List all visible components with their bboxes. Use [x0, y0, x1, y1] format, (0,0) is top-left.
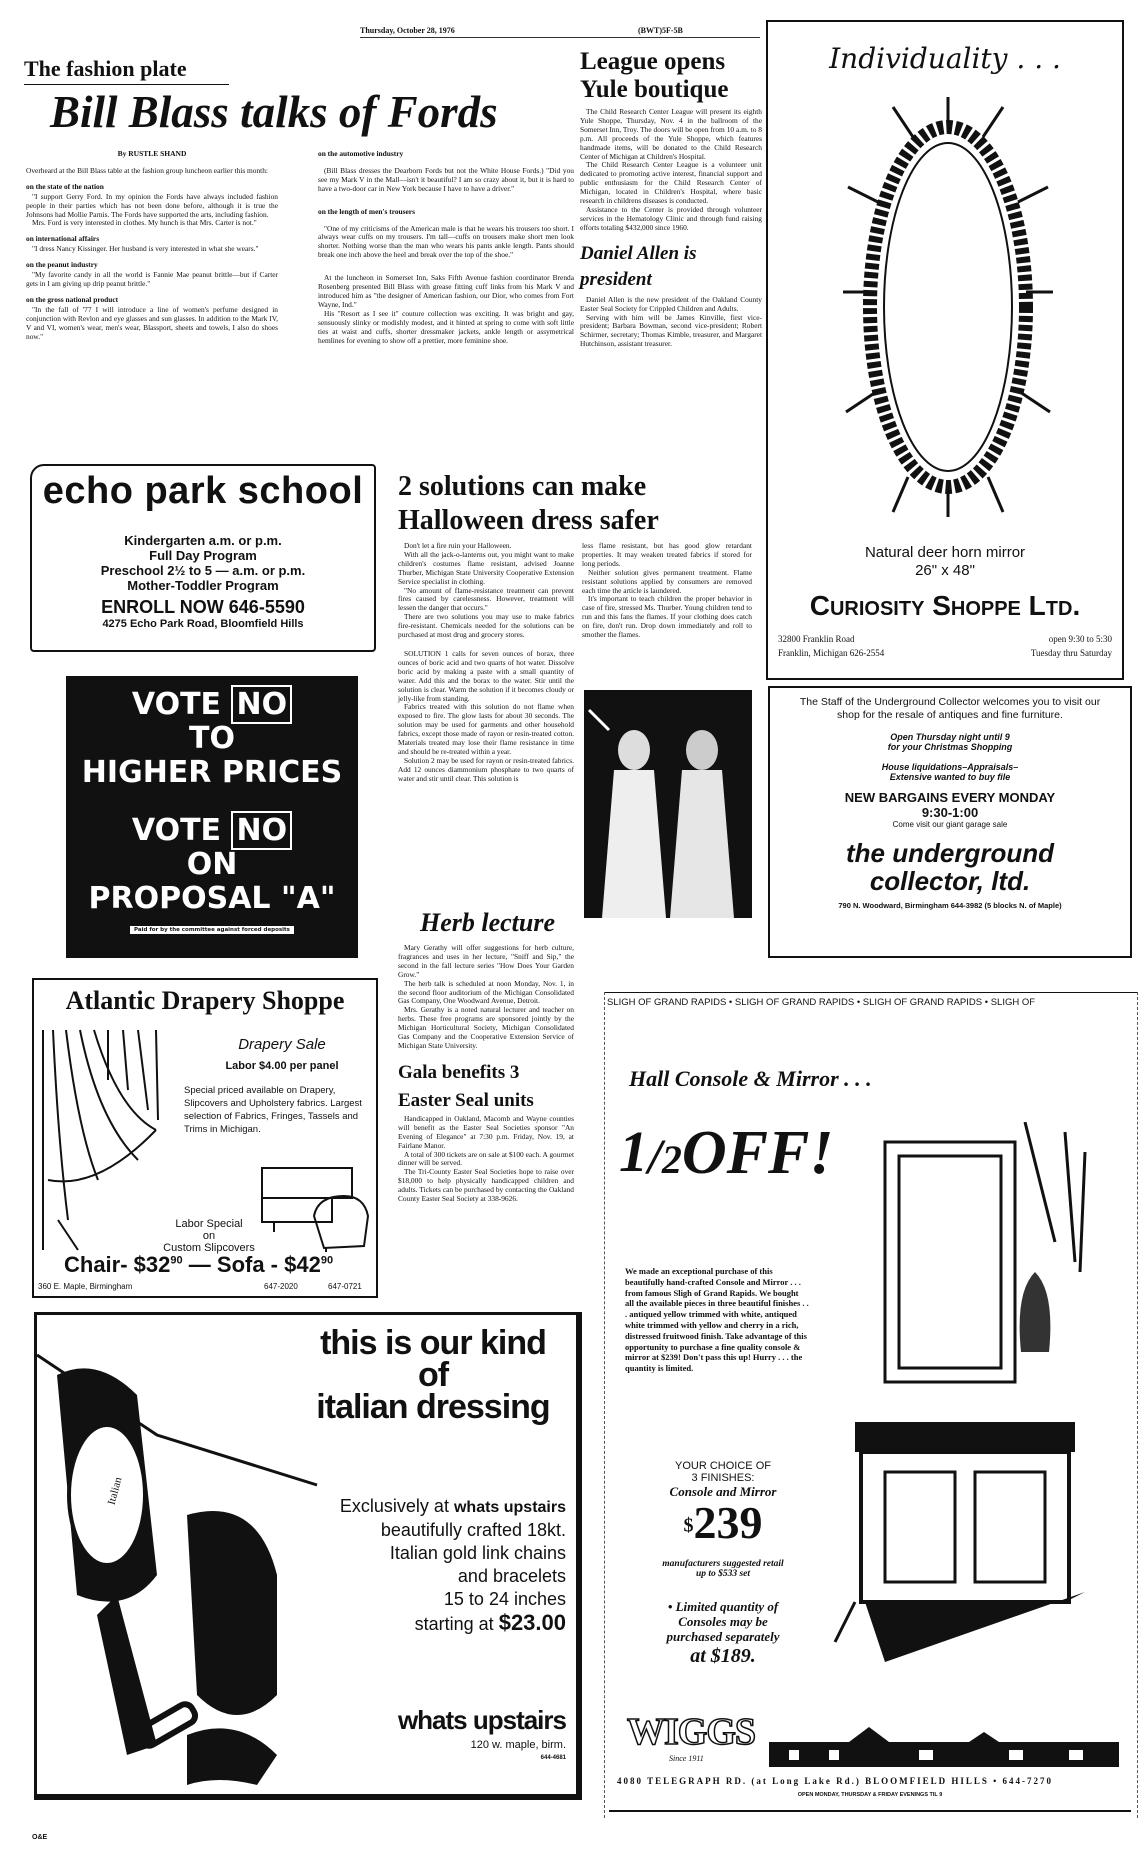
limited-line-3: purchased separately: [666, 1629, 780, 1644]
on-text: ON: [186, 847, 238, 882]
subhead: on international affairs: [26, 234, 100, 244]
drapery-address: 360 E. Maple, Birmingham: [38, 1282, 133, 1291]
enroll-phone: ENROLL NOW 646-5590: [101, 597, 305, 617]
paid-by-notice: Paid for by the committee against forced deposits: [130, 926, 294, 934]
paragraph: The Child Research Center League is a volunteer unit dedicated to promoting active interest, financial support and public enthusiasm for the Child Research Center of Michigan, located in Children's Hospital, where basic research in childrens diseases is conducted.: [580, 160, 762, 206]
drapery-store-name: Atlantic Drapery Shoppe: [65, 986, 345, 1015]
fashion-headline: Bill Blass talks of Fords: [50, 87, 498, 137]
league-headline: League opens Yule boutique: [580, 48, 729, 103]
chair-price: Chair- $32: [64, 1252, 171, 1277]
custom-slipcovers: Custom Slipcovers: [163, 1242, 255, 1254]
fashion-col-1: [26, 150, 278, 341]
mirror-caption: Natural deer horn mirror: [864, 544, 1026, 561]
brand-logo: whats upstairs: [397, 1705, 566, 1735]
school-address: 4275 Echo Park Road, Bloomfield Hills: [102, 618, 304, 630]
brand-inline: whats upstairs: [453, 1499, 566, 1516]
store-hours-2: Tuesday thru Saturday: [1030, 648, 1112, 658]
underground-collector-ad: [768, 686, 1132, 958]
half-off: 1/2OFF!: [619, 1119, 834, 1187]
paragraph: Mary Gerathy will offer suggestions for herb culture, fragrances and uses in her lecture, "Sniff and Sip," the second in the fall lecture series "How Does Your Garden Grow.": [398, 943, 574, 979]
vote-no-ad: [66, 676, 358, 958]
special-text: Special priced available on Drapery, Slipcovers and Upholstery fabrics. Largest selection of Fabrics, Fringes, Tassels and Trims in Michigan.: [184, 1085, 362, 1135]
no-box: NO: [231, 811, 292, 850]
whats-upstairs-ad: [34, 1312, 582, 1800]
paragraph: "I support Gerry Ford. In my opinion the Fords have always included fashion people in their parties which has not been done before, although it is true the Johnsons had Mollie Parnis. The Fords have supported the arts, including fashion.: [26, 191, 278, 219]
subhead: on the state of the nation: [26, 181, 104, 191]
paragraph: Daniel Allen is the new president of the Oakland County Easter Seal Society for Crippled Children and Adults.: [580, 294, 762, 313]
section-id: (BWT)5F-5B: [638, 26, 683, 35]
ad-title: Individuality . . .: [829, 42, 1061, 75]
limited-line-2: Consoles may be: [678, 1614, 768, 1629]
paragraph: Don't let a fire ruin your Halloween.: [404, 541, 512, 550]
paragraph: A total of 300 tickets are on sale at $100 each. A gourmet dinner will be served.: [398, 1149, 574, 1168]
wiggs-hours: OPEN MONDAY, THURSDAY & FRIDAY EVENINGS TIL 9: [797, 1792, 943, 1798]
jewelry-line: Italian gold link chains: [389, 1543, 566, 1563]
jewelry-line: beautifully crafted 18kt.: [380, 1520, 566, 1540]
store-name-1: the underground: [846, 838, 1054, 868]
bargains-text: NEW BARGAINS EVERY MONDAY: [844, 790, 1056, 805]
league-column: [580, 48, 762, 349]
herb-article: [398, 944, 574, 1204]
paragraph: Fabrics treated with this solution do not flame when exposed to fire. The glow lasts for about 30 seconds. The solution may be used for garments and other household fabrics, except those made of rayon or resin-treated cotton. Materials treated may lose their flame resistance in time and should be re-treated within a year.: [398, 702, 574, 756]
store-address: 120 w. maple, birm.: [470, 1739, 566, 1751]
halloween-col-2: [582, 542, 752, 640]
starting-price: $23.00: [498, 1610, 566, 1635]
wiggs-since: Since 1911: [669, 1754, 704, 1763]
store-phone: 644-4681: [540, 1755, 566, 1761]
subhead: on the peanut industry: [26, 260, 98, 270]
paragraph: "No amount of flame-resistance treatment can prevent fires caused by carelessness. However, treatment will lessen the danger that occurs.": [398, 585, 574, 613]
echo-park-school-ad: [30, 464, 376, 652]
labor-special: Labor Special: [175, 1218, 243, 1230]
costumed-children-image: [584, 690, 752, 918]
program-line: Kindergarten a.m. or p.m.: [124, 533, 282, 548]
house-line-2: Extensive wanted to buy file: [889, 772, 1011, 782]
paragraph: His "Resort as I see it" couture collection was exciting. It was bright and gay, sensuously slinky or modishly modest, and it hinted at spring to come with soft little ties at waist and cuffs, shorter dressmaker jackets, ankle length or assymetrical hemlines for evening to show off a prettier, more feminine shoe.: [318, 308, 574, 345]
garage-sale-text: Come visit our giant garage sale: [892, 820, 1008, 829]
paragraph: The Child Research Center League will present its eighth Yule Shoppe, Thursday, Nov. 4 in the ballroom of the Somerset Inn, Troy. The doors will be open from 10 a.m. to 8 p.m. All proceeds of the Yule Shoppe, which features handmade items, will be donated to the Child Research Center of Michigan at Children's Hospital.: [580, 107, 762, 161]
paragraph: The herb talk is scheduled at noon Monday, Nov. 1, in the second floor auditorium of the Michigan Consolidated Gas Company, One Woodward Avenue, Detroit.: [398, 978, 574, 1006]
bargains-time: 9:30-1:00: [921, 805, 979, 820]
byline: By RUSTLE SHAND: [117, 149, 187, 158]
allen-headline: Daniel Allen is president: [580, 242, 697, 290]
paragraph: "In the fall of '77 I will introduce a line of women's perfume designed in conjunction with Revlon and eye glasses and sun glasses. In addition to the Mark IV, V and VI, women's wear, men's wear, Blassport, sheets and towels, I also do shoes now.": [26, 304, 278, 341]
price-dollar-sign: $: [683, 1514, 694, 1537]
store-address-1: 32800 Franklin Road: [778, 634, 855, 644]
vote-text: VOTE: [131, 813, 222, 848]
drapery-sale: Drapery Sale: [238, 1036, 326, 1053]
curiosity-shoppe-ad: [766, 20, 1124, 680]
store-address-2: Franklin, Michigan 626-2554: [778, 648, 885, 658]
program-line: Full Day Program: [149, 548, 257, 563]
paragraph: Assistance to the Center is provided through volunteer services in the Hematology Clinic and through fund raising efforts totaling $432,000 since 1960.: [580, 204, 762, 232]
console-price: 239: [693, 1497, 763, 1548]
choice-line-1: YOUR CHOICE OF: [675, 1460, 771, 1472]
price-dash: —: [188, 1252, 211, 1277]
halloween-headline: 2 solutions can make Halloween dress safer: [398, 471, 659, 536]
drapery-phone-2: 647-0721: [328, 1282, 362, 1291]
paragraph: Solution 2 may be used for rayon or resin-treated fabrics. Add 12 ounces diammonium phosphate to two quarts of water and stir until clear. This solution is: [398, 755, 574, 783]
fashion-kicker: The fashion plate: [24, 56, 229, 85]
program-line: Mother-Toddler Program: [127, 578, 279, 593]
starting-text: starting at: [414, 1614, 494, 1634]
atlantic-drapery-ad: [32, 978, 378, 1298]
paragraph: Serving with him will be James Kinville, first vice-president; Barbara Bowman, second vice-president; Robert Schirmer, secretary; Thomas Kimble, treasurer, and Margaret Hutchinson, assistant treasurer.: [580, 312, 762, 349]
paragraph: "One of my criticisms of the American male is that he wears his trousers too short. I always wear cuffs on my trousers. I'm tall—cuffs on trousers make short men look shorter. Nothing worse than the man who wears his pants ankle length. Pants should break one inch above the heel and break over the top of the shoe.": [318, 223, 574, 260]
mirror-size: 26" x 48": [915, 562, 975, 579]
chair-price-cents: 90: [170, 1254, 183, 1267]
subhead: on the gross national product: [26, 294, 119, 304]
program-line: Preschool 2½ to 5 — a.m. or p.m.: [100, 563, 306, 578]
no-box: NO: [231, 685, 292, 724]
fraction-numerator: 1: [619, 1119, 648, 1184]
paragraph: Mrs. Gerathy is a noted natural lecturer and teacher on herbs. These free programs are sponsored jointly by the Michigan Horticultural Society, Michigan Consolidated Gas Company and the Cooperative Extension Service of Michigan State University.: [398, 1005, 574, 1050]
to-text: TO: [189, 721, 235, 756]
msrp-line-2: up to $533 set: [695, 1569, 751, 1579]
paragraph: There are two solutions you may use to make fabrics fire-resistant. Chemicals needed for the solutions can be purchased at most drug and grocery stores.: [398, 612, 574, 640]
labor-price: Labor $4.00 per panel: [225, 1060, 339, 1072]
headline-line-2: of: [417, 1356, 449, 1394]
jewelry-line: 15 to 24 inches: [443, 1589, 566, 1609]
console-title: Hall Console & Mirror . . .: [629, 1066, 872, 1091]
welcome-text: The Staff of the Underground Collector welcomes you to visit our shop for the resale of antiques and fine furniture.: [799, 696, 1101, 721]
store-name-2: collector, ltd.: [869, 866, 1031, 896]
vote-text: VOTE: [131, 687, 222, 722]
paragraph: (Bill Blass dresses the Dearborn Fords but not the White House Fords.) "Did you see my Mark V in the Mall—isn't it beautiful? I am so crazy about it, but it is hard to have a two-door car in New York because I have to have a driver.": [318, 165, 574, 193]
open-line-2: for your Christmas Shopping: [887, 742, 1013, 752]
console-body: We made an exceptional purchase of this beautifully hand-crafted Console and Mirror . . . from famous Sligh of Grand Rapids. We bought all the available pieces in three beautiful finishes . . . antiqued yellow trimmed with white, antiqued white trimmed with yellow and cherry in a rich, distressed fruitwood finish. Take advantage of this opportunity to purchase a fine quality console & mirror at $239! Don't pass this up! Hurry . . . the quantity is limited.: [625, 1266, 809, 1374]
wiggs-logo: WIGGS: [627, 1711, 756, 1753]
issue-date: Thursday, October 28, 1976: [360, 26, 455, 35]
paragraph: Handicapped in Oakland, Macomb and Wayne counties will benefit as the Easter Seal Societies sponsor "An Evening of Elegance" at 7:30 p.m. Friday, Nov. 19, at Fairlane Manor.: [398, 1113, 574, 1150]
store-hours-1: open 9:30 to 5:30: [1048, 634, 1112, 644]
headline-line-1: this is our kind: [320, 1324, 546, 1362]
paragraph: It's important to teach children the proper behavior in case of fire, stressed Ms. Thurber. Young children tend to run and this fans the flames. If your clothing does catch on fire, don't run. Drop down immediately and roll to smother the flames.: [582, 594, 752, 640]
strap-brand-text: Wish Bone: [130, 1597, 156, 1644]
paragraph: At the luncheon in Somerset Inn, Saks Fifth Avenue fashion coordinator Brenda Rosenberg presented Bill Blass with grease fitting cuff links from his Mark V and introduced him as "the designer of American fashion, our Dior, who comes from Fort Wayne, Ind.": [318, 273, 574, 309]
fraction-denominator: 2: [661, 1137, 682, 1182]
deer-horn-mirror-illustration: [838, 92, 1058, 522]
off-text: OFF!: [681, 1119, 834, 1187]
higher-prices-text: HIGHER PRICES: [81, 755, 343, 790]
fashion-intro: Overheard at the Bill Blass table at the fashion group luncheon earlier this month:: [26, 165, 268, 175]
page-footer-tag: O&E: [32, 1834, 48, 1841]
limited-line-4: at $189.: [690, 1645, 756, 1667]
fashion-col-2: [318, 150, 574, 345]
masthead: [360, 26, 760, 38]
proposal-text: PROPOSAL "A": [88, 881, 336, 916]
exclusive-text: Exclusively at: [339, 1496, 449, 1516]
paragraph: Neither solution gives permanent treatment. Flame resistant solutions applied by consumers are removed each time the article is laundered.: [582, 567, 752, 595]
wiggs-address: 4080 TELEGRAPH RD. (at Long Lake Rd.) BLOOMFIELD HILLS • 644-7270: [617, 1776, 1054, 1786]
sligh-banner: SLIGH OF GRAND RAPIDS • SLIGH OF GRAND RAPIDS • SLIGH OF GRAND RAPIDS • SLIGH OF: [605, 992, 1137, 1012]
choice-line-2: 3 FINISHES:: [691, 1472, 755, 1484]
paragraph: The Tri-County Easter Seal Societies hope to raise over $18,000 to help physically handicapped children and adults. Tickets can be purchased by contacting the Oakland County Easter Seal Society at 338-9626.: [398, 1167, 574, 1204]
storefront-illustration: [769, 1712, 1119, 1772]
headline-line-3: italian dressing: [316, 1388, 550, 1426]
halloween-costume-photo: [584, 690, 752, 918]
sligh-wiggs-ad: [604, 992, 1138, 1818]
jewelry-line: and bracelets: [457, 1566, 566, 1586]
school-name: echo park school: [42, 470, 364, 512]
paragraph: Mrs. Ford is very interested in clothes. My hunch is that Mrs. Carter is not.": [32, 218, 257, 228]
console-mirror-illustration: [825, 1122, 1125, 1682]
halloween-col-1: [398, 542, 574, 784]
paragraph: With all the jack-o-lanterns out, you might want to make children's costumes flame resistant, advised Joanne Thurber, Michigan State University Cooperative Extension Service specialist in clothing.: [398, 549, 574, 586]
open-line-1: Open Thursday night until 9: [890, 732, 1010, 742]
gala-headline: Gala benefits 3 Easter Seal units: [398, 1061, 534, 1111]
store-name: Curiosity Shoppe Ltd.: [809, 590, 1081, 621]
house-line-1: House liquidations–Appraisals–: [881, 762, 1019, 772]
sofa-price: Sofa - $42: [216, 1252, 321, 1277]
sofa-price-cents: 90: [320, 1254, 334, 1267]
subhead: on the automotive industry: [318, 149, 404, 158]
paragraph: "My favorite candy in all the world is Fannie Mae peanut brittle—but if Carter gets in I am giving up drip peanut brittle.": [26, 270, 278, 288]
msrp-line-1: manufacturers suggested retail: [662, 1559, 784, 1569]
watch-brand-text: Italian: [105, 1475, 125, 1507]
subhead: on the length of men's trousers: [318, 206, 415, 216]
herb-headline: Herb lecture: [420, 908, 556, 937]
store-address: 790 N. Woodward, Birmingham 644-3982 (5 blocks N. of Maple): [838, 901, 1062, 910]
drapery-phone-1: 647-2020: [264, 1282, 298, 1291]
limited-line-1: • Limited quantity of: [667, 1599, 779, 1614]
paragraph: "I dress Nancy Kissinger. Her husband is very interested in what she wears.": [32, 244, 259, 254]
paragraph: SOLUTION 1 calls for seven ounces of borax, three ounces of boric acid and two quarts of hot water. Dissolve boric acid by making a paste with a small quantity of water. Add this and the borax to the water. Stir until the solution is clear. Warm the solution if it becomes cloudy or jelly-like from standing.: [398, 648, 574, 703]
choice-line-3: Console and Mirror: [669, 1484, 777, 1499]
paragraph: less flame resistant, but has good glow retardant properties. It may weaken treated fabrics if stored for long periods.: [582, 541, 752, 568]
labor-on: on: [202, 1230, 216, 1242]
